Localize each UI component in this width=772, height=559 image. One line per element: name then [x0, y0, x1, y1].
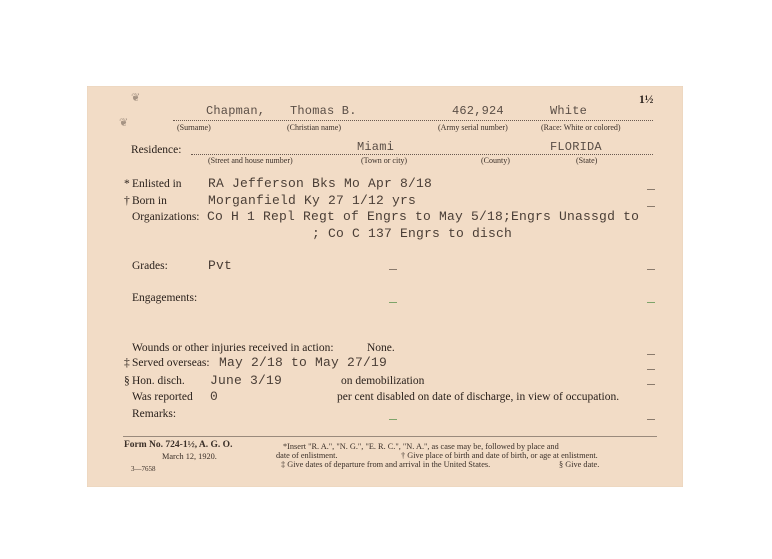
serial-number-value: 462,924: [452, 104, 504, 118]
service-record-card: [87, 86, 683, 487]
reported-suffix: per cent disabled on date of discharge, in view of occupation.: [337, 391, 620, 403]
organizations-line-2: ; Co C 137 Engrs to disch: [312, 226, 513, 241]
asterisk-symbol: *: [124, 178, 130, 190]
double-dagger-symbol: ‡: [124, 357, 130, 369]
field-dash: [647, 189, 655, 190]
wounds-label: Wounds or other injuries received in action:: [132, 342, 334, 354]
county-label: (County): [481, 156, 510, 165]
surname-value: Chapman,: [206, 104, 266, 118]
footnote-birth: † Give place of birth and date of birth, or age at enlistment.: [401, 451, 598, 460]
form-number: Form No. 724-1½, A. G. O.: [124, 440, 233, 450]
race-value: White: [550, 104, 588, 118]
remarks-label: Remarks:: [132, 408, 177, 420]
race-label: (Race: White or colored): [541, 123, 621, 132]
state-value: FLORIDA: [550, 140, 602, 154]
town-label: (Town or city): [361, 156, 408, 165]
enlisted-value: RA Jefferson Bks Mo Apr 8/18: [208, 176, 433, 191]
field-dash: [647, 206, 655, 207]
hon-disch-value: June 3/19: [210, 373, 283, 388]
christian-name-value: Thomas B.: [290, 104, 357, 118]
form-code: 3—7658: [131, 465, 156, 473]
grades-label: Grades:: [132, 260, 168, 272]
footnote-overseas: ‡ Give dates of departure from and arrival in the United States.: [281, 460, 491, 469]
born-label: Born in: [132, 195, 167, 207]
field-dash: [389, 419, 397, 420]
residence-line: [191, 154, 653, 155]
engagements-label: Engagements:: [132, 292, 198, 304]
hon-disch-suffix: on demobilization: [341, 375, 425, 387]
field-dash: [647, 354, 655, 355]
organizations-line-1: Co H 1 Repl Regt of Engrs to May 5/18;Engrs Unassgd to: [207, 209, 640, 224]
field-dash: [647, 269, 655, 270]
hon-disch-label: Hon. disch.: [132, 375, 185, 387]
wounds-value: None.: [367, 342, 395, 354]
reported-value: 0: [210, 389, 219, 404]
footnote-enlistment-cont: date of enlistment.: [276, 451, 338, 460]
serial-number-label: (Army serial number): [438, 123, 508, 132]
punch-mark: ❦: [131, 92, 141, 104]
footnote-discharge: § Give date.: [559, 460, 600, 469]
field-dash: [647, 419, 655, 420]
punch-mark: ❦: [119, 117, 129, 129]
footnote-enlistment: *Insert "R. A.", "N. G.", "E. R. C.", "N. A.", as case may be, followed by place and: [283, 442, 559, 451]
field-dash: [647, 302, 655, 303]
section-symbol: §: [124, 375, 130, 387]
dagger-symbol: †: [124, 195, 130, 207]
organizations-label: Organizations:: [132, 211, 200, 223]
field-dash: [389, 302, 397, 303]
page-number: 1½: [639, 94, 654, 106]
surname-label: (Surname): [177, 123, 211, 132]
residence-label: Residence:: [131, 144, 182, 156]
form-date: March 12, 1920.: [162, 452, 217, 461]
field-dash: [389, 269, 397, 270]
overseas-value: May 2/18 to May 27/19: [219, 355, 388, 370]
grades-value: Pvt: [208, 258, 233, 273]
reported-label: Was reported: [132, 391, 193, 403]
overseas-label: Served overseas:: [132, 357, 210, 369]
field-dash: [647, 369, 655, 370]
state-label: (State): [576, 156, 598, 165]
name-line: [173, 120, 653, 121]
christian-name-label: (Christian name): [287, 123, 341, 132]
town-value: Miami: [357, 140, 395, 154]
footer-rule: [123, 436, 657, 437]
enlisted-label: Enlisted in: [132, 178, 182, 190]
street-label: (Street and house number): [208, 156, 293, 165]
field-dash: [647, 384, 655, 385]
born-value: Morganfield Ky 27 1/12 yrs: [208, 193, 417, 208]
